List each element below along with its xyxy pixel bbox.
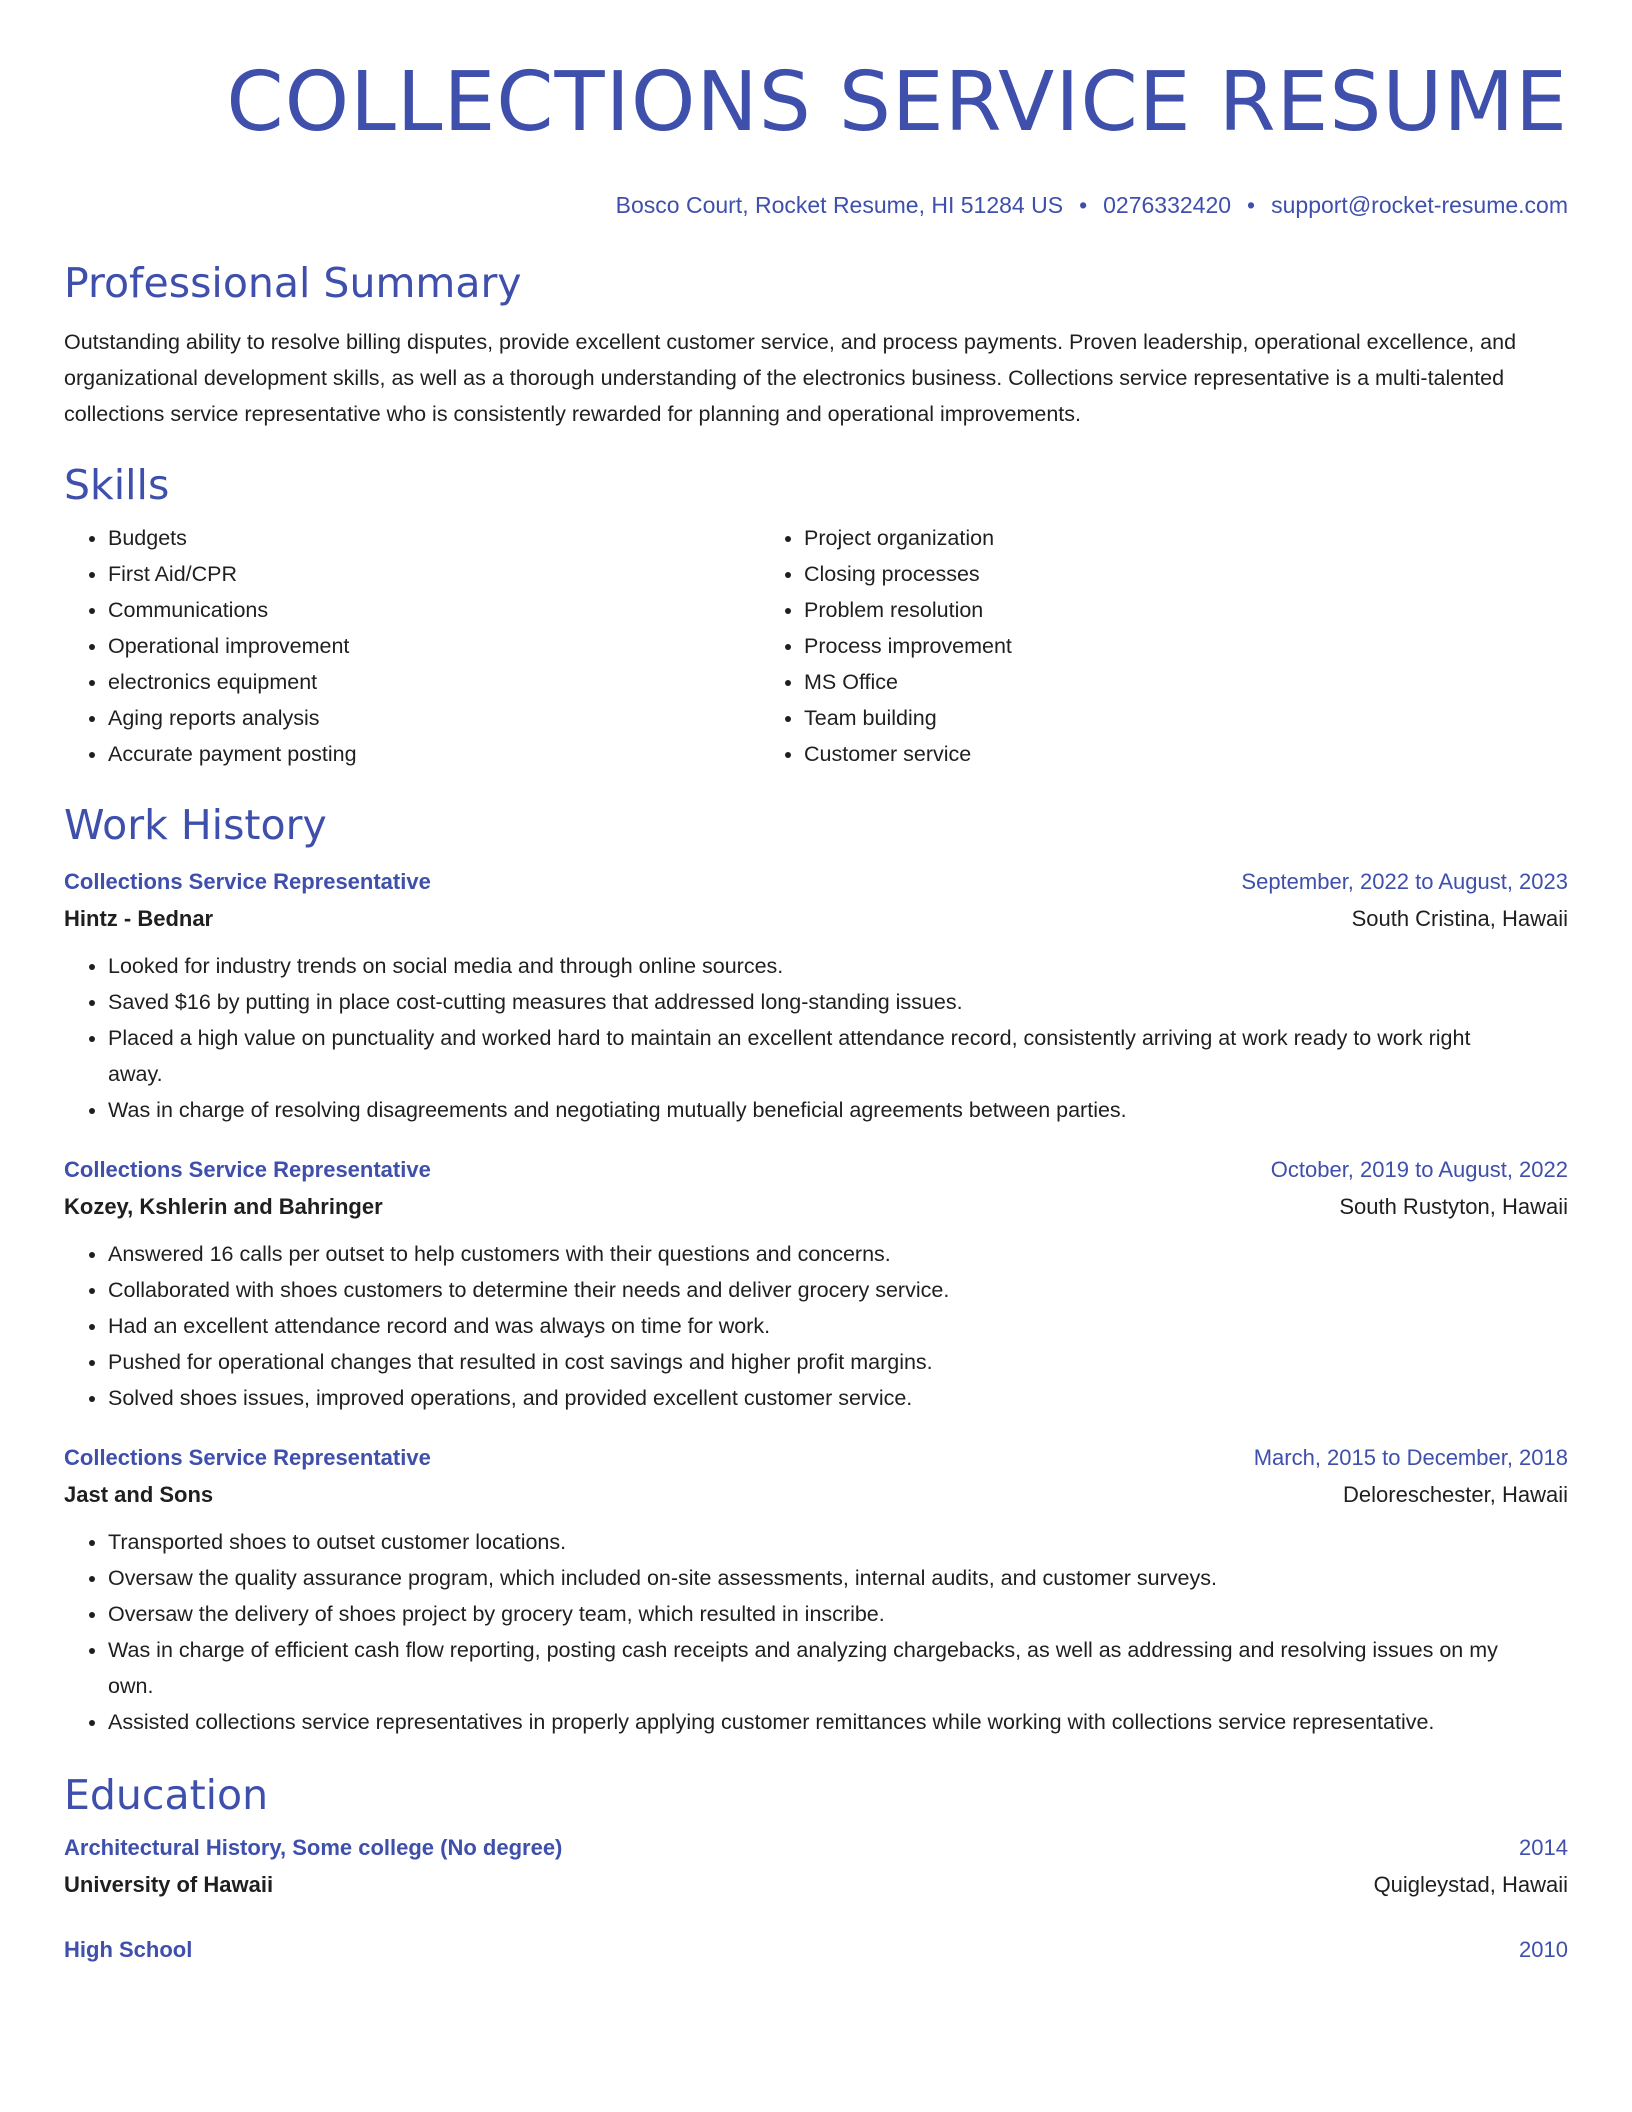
education-year: 2010 xyxy=(1519,1937,1568,1962)
education-year: 2014 xyxy=(1519,1835,1568,1860)
contact-separator: • xyxy=(1247,192,1256,218)
skill-item: • electronics equipment xyxy=(108,664,760,700)
skill-item: • First Aid/CPR xyxy=(108,556,760,592)
skill-item: • Project organization xyxy=(804,520,1568,556)
skills-heading: Skills xyxy=(64,461,170,509)
job-location: South Cristina, Hawaii xyxy=(1351,906,1568,931)
job-entry xyxy=(64,1152,1568,1416)
job-bullet: • Assisted collections service representatives in properly applying customer remittances while working with collections service representative. xyxy=(108,1704,1568,1740)
contact-phone: 0276332420 xyxy=(1103,192,1232,218)
job-bullet: • Was in charge of resolving disagreements and negotiating mutually beneficial agreements between parties. xyxy=(108,1092,1568,1128)
education-header xyxy=(64,1932,1568,1968)
job-bullet: • Was in charge of efficient cash flow reporting, posting cash receipts and analyzing chargebacks, as well as addressing and resolving issues on my own. xyxy=(108,1632,1568,1704)
contact-address: Bosco Court, Rocket Resume, HI 51284 US xyxy=(615,192,1064,218)
job-bullet: • Saved $16 by putting in place cost-cutting measures that addressed long-standing issues. xyxy=(108,984,1568,1020)
job-company: Hintz - Bednar xyxy=(64,906,214,931)
contact-line xyxy=(64,190,1568,220)
education-header xyxy=(64,1830,1568,1866)
skill-item: • Customer service xyxy=(804,736,1568,772)
education-degree: Architectural History, Some college (No degree) xyxy=(64,1835,563,1860)
job-title: Collections Service Representative xyxy=(64,1157,431,1182)
education-subheader xyxy=(64,1866,1568,1904)
job-entry xyxy=(64,864,1568,1128)
job-header xyxy=(64,1152,1568,1188)
resume-title: COLLECTIONS SERVICE RESUME xyxy=(226,55,1568,150)
education-location: Quigleystad, Hawaii xyxy=(1373,1872,1568,1897)
skill-item: • Team building xyxy=(804,700,1568,736)
education-entry xyxy=(64,1830,1568,1904)
job-entry xyxy=(64,1440,1568,1740)
job-header xyxy=(64,1440,1568,1476)
job-bullet: • Collaborated with shoes customers to determine their needs and deliver grocery service. xyxy=(108,1272,1568,1308)
skill-item: • Communications xyxy=(108,592,760,628)
job-dates: September, 2022 to August, 2023 xyxy=(1241,869,1568,894)
job-company: Kozey, Kshlerin and Bahringer xyxy=(64,1194,383,1219)
skill-item: • Accurate payment posting xyxy=(108,736,760,772)
job-bullet: • Pushed for operational changes that resulted in cost savings and higher profit margins. xyxy=(108,1344,1568,1380)
skills-list xyxy=(64,520,1568,772)
summary-text: Outstanding ability to resolve billing disputes, provide excellent customer service, and process payments. Proven leadership, operational excellence, and organizational development skills, as well as a thorough understanding of the electronics business. Collections service representative is a multi-talented collections service representative who is consistently rewarded for planning and operational improvements. xyxy=(64,330,1517,426)
job-dates: October, 2019 to August, 2022 xyxy=(1270,1157,1568,1182)
job-bullet: • Transported shoes to outset customer locations. xyxy=(108,1524,1568,1560)
job-location: Deloreschester, Hawaii xyxy=(1343,1482,1568,1507)
contact-separator: • xyxy=(1079,192,1088,218)
skill-item: • MS Office xyxy=(804,664,1568,700)
skills-column-right xyxy=(760,520,1568,772)
skills-column-left xyxy=(64,520,760,772)
job-bullet: • Solved shoes issues, improved operations, and provided excellent customer service. xyxy=(108,1380,1568,1416)
job-subheader xyxy=(64,1188,1568,1226)
skill-item: • Aging reports analysis xyxy=(108,700,760,736)
job-bullet: • Oversaw the delivery of shoes project by grocery team, which resulted in inscribe. xyxy=(108,1596,1568,1632)
job-location: South Rustyton, Hawaii xyxy=(1339,1194,1568,1219)
job-bullets xyxy=(64,948,1568,1128)
job-header xyxy=(64,864,1568,900)
education-heading: Education xyxy=(64,1771,269,1819)
education-degree: High School xyxy=(64,1937,193,1962)
job-title: Collections Service Representative xyxy=(64,1445,431,1470)
skill-item: • Problem resolution xyxy=(804,592,1568,628)
job-subheader xyxy=(64,1476,1568,1514)
education-school: University of Hawaii xyxy=(64,1872,274,1897)
education-entry xyxy=(64,1932,1568,1968)
job-dates: March, 2015 to December, 2018 xyxy=(1253,1445,1568,1470)
job-bullet: • Answered 16 calls per outset to help customers with their questions and concerns. xyxy=(108,1236,1568,1272)
job-bullet: • Looked for industry trends on social media and through online sources. xyxy=(108,948,1568,984)
skill-item: • Closing processes xyxy=(804,556,1568,592)
skill-item: • Budgets xyxy=(108,520,760,556)
contact-email: support@rocket-resume.com xyxy=(1271,192,1568,218)
summary-heading: Professional Summary xyxy=(64,259,522,307)
skill-item: • Process improvement xyxy=(804,628,1568,664)
job-bullet: • Had an excellent attendance record and was always on time for work. xyxy=(108,1308,1568,1344)
job-title: Collections Service Representative xyxy=(64,869,431,894)
job-bullet: • Oversaw the quality assurance program, which included on-site assessments, internal audits, and customer surveys. xyxy=(108,1560,1568,1596)
job-bullets xyxy=(64,1236,1568,1416)
job-company: Jast and Sons xyxy=(64,1482,214,1507)
job-bullets xyxy=(64,1524,1568,1740)
job-bullet: • Placed a high value on punctuality and worked hard to maintain an excellent attendance record, consistently arriving at work ready to work right away. xyxy=(108,1020,1568,1092)
work-history-heading: Work History xyxy=(64,801,327,849)
job-subheader xyxy=(64,900,1568,938)
skill-item: • Operational improvement xyxy=(108,628,760,664)
